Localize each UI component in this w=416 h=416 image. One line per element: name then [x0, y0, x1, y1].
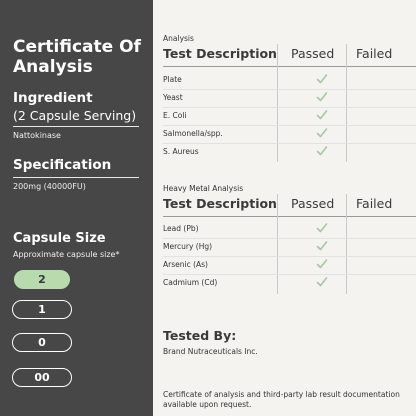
- capsule-size-label: 1: [38, 303, 46, 316]
- test-name: E. Coli: [163, 111, 187, 120]
- check-icon: [315, 239, 329, 253]
- tested-by-heading: Tested By:: [163, 328, 237, 343]
- left-panel: [0, 0, 153, 416]
- col-failed: Failed: [356, 46, 393, 61]
- col-passed: Passed: [291, 46, 335, 61]
- specification-value: 200mg (40000FU): [13, 182, 86, 191]
- test-row: [163, 220, 416, 238]
- test-row: [163, 107, 416, 125]
- capsule-size-subtitle: Approximate capsule size*: [13, 250, 120, 259]
- check-icon: [315, 144, 329, 158]
- test-name: Arsenic (As): [163, 260, 208, 269]
- heavy-metal-header-row: [163, 196, 416, 214]
- col-passed: Passed: [291, 196, 335, 211]
- test-name: Salmonella/spp.: [163, 129, 223, 138]
- analysis-header-rule: [163, 66, 416, 67]
- test-row: [163, 89, 416, 107]
- capsule-size-label: 00: [34, 371, 50, 384]
- analysis-header-row: [163, 46, 416, 64]
- test-name: Yeast: [163, 93, 183, 102]
- heavy-metal-header-rule: [163, 216, 416, 217]
- test-row: [163, 274, 416, 292]
- col-failed: Failed: [356, 196, 393, 211]
- heavy-metal-section-label: Heavy Metal Analysis: [163, 184, 244, 193]
- documentation-footnote: Certificate of analysis and third-party lab result documentation available upon request.: [163, 390, 400, 409]
- tested-by-company: Brand Nutraceuticals Inc.: [163, 347, 258, 356]
- right-panel: [153, 0, 416, 416]
- certificate-title: Certificate Of Analysis: [13, 37, 141, 77]
- test-name: S. Aureus: [163, 147, 199, 156]
- ingredient-name: Nattokinase: [13, 131, 61, 140]
- test-name: Lead (Pb): [163, 224, 199, 233]
- test-row: [163, 256, 416, 274]
- capsule-size-option-00[interactable]: [12, 368, 72, 387]
- check-icon: [315, 72, 329, 86]
- capsule-size-label: 2: [38, 273, 46, 286]
- capsule-size-heading: Capsule Size: [13, 231, 106, 246]
- ingredient-rule: [13, 126, 139, 127]
- specification-rule: [13, 177, 139, 178]
- test-row: [163, 143, 416, 161]
- test-name: Cadmium (Cd): [163, 278, 218, 287]
- capsule-size-option-1[interactable]: [12, 300, 72, 319]
- check-icon: [315, 126, 329, 140]
- test-row: [163, 71, 416, 89]
- capsule-size-option-2[interactable]: [14, 270, 70, 289]
- test-name: Mercury (Hg): [163, 242, 213, 251]
- col-test-description: Test Description: [163, 46, 277, 61]
- ingredient-serving: (2 Capsule Serving): [13, 108, 137, 123]
- capsule-size-option-0[interactable]: [12, 333, 72, 352]
- ingredient-heading: Ingredient: [13, 90, 93, 106]
- check-icon: [315, 221, 329, 235]
- check-icon: [315, 275, 329, 289]
- check-icon: [315, 108, 329, 122]
- check-icon: [315, 257, 329, 271]
- col-test-description: Test Description: [163, 196, 277, 211]
- test-name: Plate: [163, 75, 182, 84]
- test-row: [163, 125, 416, 143]
- specification-heading: Specification: [13, 157, 112, 173]
- analysis-section-label: Analysis: [163, 34, 194, 43]
- test-row: [163, 238, 416, 256]
- capsule-size-label: 0: [38, 336, 46, 349]
- check-icon: [315, 90, 329, 104]
